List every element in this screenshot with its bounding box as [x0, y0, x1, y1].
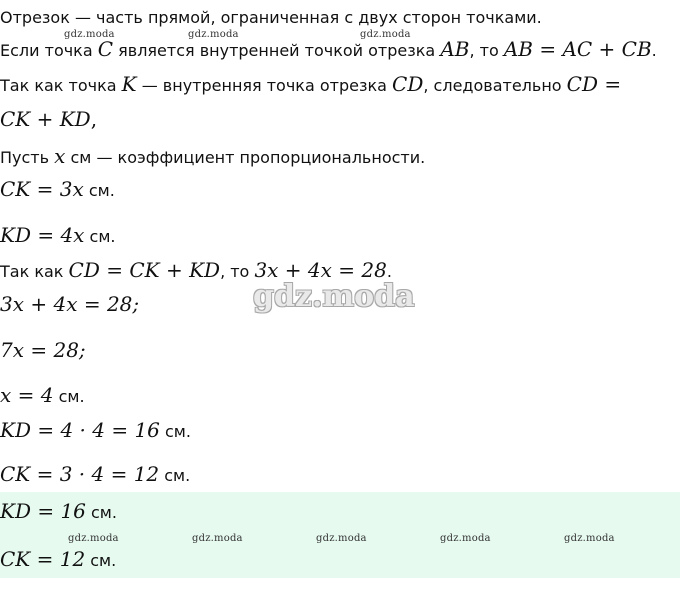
given-line: [0, 73, 621, 97]
let-text-2: см — коэффициент пропорциональности.: [65, 148, 426, 167]
given-math-point: K: [121, 72, 137, 96]
watermark-small: gdz.moda: [188, 29, 239, 40]
equation-2-math: 7x = 28;: [0, 338, 86, 362]
watermark-small: gdz.moda: [64, 29, 115, 40]
kd-expr-math: KD = 4x: [0, 223, 85, 247]
rule-math-point: C: [97, 37, 114, 61]
rule-text-3: , то: [469, 41, 504, 60]
since-math-2: 3x + 4x = 28: [254, 258, 387, 282]
given-math-formula: CD =: [566, 72, 622, 96]
watermark-small: gdz.moda: [360, 29, 411, 40]
answer-ck-unit: см.: [85, 551, 117, 570]
ck-calc-unit: см.: [159, 466, 191, 485]
given-text-1: Так как точка: [0, 76, 122, 95]
watermark-small: gdz.moda: [68, 533, 119, 544]
ck-expr-line: [0, 178, 115, 202]
answer-kd-unit: см.: [85, 503, 117, 522]
watermark-small: gdz.moda: [564, 533, 615, 544]
since-text-1: Так как: [0, 262, 69, 281]
kd-calc-unit: см.: [159, 422, 191, 441]
let-math-var: x: [54, 144, 66, 168]
kd-expr-line: [0, 224, 116, 248]
given-text-2: — внутренняя точка отрезка: [136, 76, 393, 95]
equation-1-math: 3x + 4x = 28;: [0, 292, 140, 316]
given-text-3: , следовательно: [423, 76, 567, 95]
watermark-small: gdz.moda: [316, 533, 367, 544]
given-math-sum: CK + KD: [0, 107, 91, 131]
watermark-large: gdz.moda: [253, 279, 415, 314]
since-math-1: CD = CK + KD: [68, 258, 221, 282]
rule-line: [0, 38, 657, 62]
equation-2-line: [0, 339, 86, 363]
equation-1-line: [0, 293, 139, 317]
ck-calc-line: [0, 463, 190, 487]
answer-kd-math: KD = 16: [0, 499, 86, 523]
equation-3-unit: см.: [53, 387, 85, 406]
kd-calc-line: [0, 419, 191, 443]
rule-text-2: является внутренней точкой отрезка: [113, 41, 441, 60]
given-continuation-line: [0, 108, 97, 132]
equation-3-math: x = 4: [0, 383, 54, 407]
since-text-2: , то: [220, 262, 255, 281]
definition-line: [0, 7, 542, 29]
let-text-1: Пусть: [0, 148, 55, 167]
watermark-small: gdz.moda: [192, 533, 243, 544]
equation-3-line: [0, 384, 85, 408]
answer-kd-line: [0, 500, 117, 524]
given-comma: ,: [90, 107, 98, 131]
ck-expr-unit: см.: [83, 181, 115, 200]
since-text-3: .: [386, 262, 392, 281]
kd-expr-unit: см.: [84, 227, 116, 246]
given-math-segment: CD: [392, 72, 424, 96]
let-line: [0, 145, 425, 169]
answer-ck-math: CK = 12: [0, 547, 86, 571]
rule-text-4: .: [651, 41, 657, 60]
watermark-small: gdz.moda: [440, 533, 491, 544]
rule-math-formula: AB = AC + CB: [503, 37, 652, 61]
rule-math-segment: AB: [440, 37, 470, 61]
answer-ck-line: [0, 548, 116, 572]
definition-text: Отрезок — часть прямой, ограниченная с двух сторон точками.: [0, 8, 542, 27]
ck-expr-math: CK = 3x: [0, 177, 84, 201]
rule-text-1: Если точка: [0, 41, 98, 60]
ck-calc-math: CK = 3 · 4 = 12: [0, 462, 160, 486]
kd-calc-math: KD = 4 · 4 = 16: [0, 418, 160, 442]
